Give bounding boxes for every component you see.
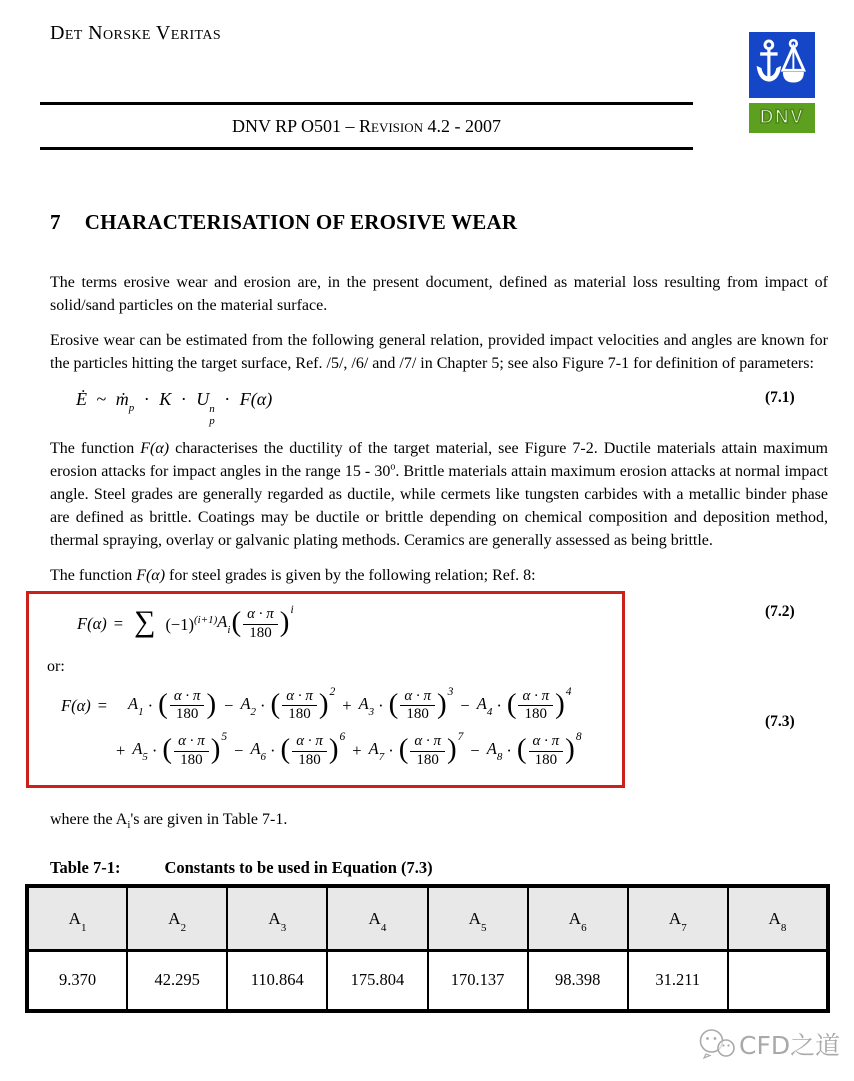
equation-7-3-line1 [61, 685, 606, 724]
open-paren: ( [231, 606, 242, 639]
anchor-scales-icon [754, 37, 810, 93]
table-header-A8: $A_8$ [728, 886, 828, 951]
table-value-A5: 170.137 [428, 950, 528, 1011]
f-alpha-inline: F(α) [136, 567, 166, 585]
fraction: $\frac{\alpha \cdot \pi}{180}$ [400, 688, 435, 724]
paragraph-where: where the $A_i's$ are given in Table 7-1. [50, 810, 288, 831]
table-value-A6: 98.398 [528, 950, 628, 1011]
fraction: $\frac{\alpha \cdot \pi}{180}$ [174, 733, 209, 769]
fraction: $\frac{\alpha \cdot \pi}{180}$ [518, 688, 553, 724]
dot-operator: · [180, 389, 187, 410]
equation-term-8: − $A_8$ · ( $\frac{\alpha \cdot \pi}{180}$ ) 8 [470, 731, 582, 768]
equation-box-section [47, 591, 828, 788]
dot-operator: · [224, 389, 231, 410]
fraction: $\frac{\alpha \cdot \pi}{180}$ [282, 688, 317, 724]
table-value-A7: 31.211 [628, 950, 728, 1011]
m-subscript: p [128, 402, 135, 415]
section-number: 7 [50, 210, 61, 234]
equation-7-1-row [50, 383, 828, 428]
F-alpha-lhs: F(α) [61, 695, 91, 715]
paragraph-steel-relation: The function F(α) for steel grades is given by the following relation; Ref. 8: [50, 567, 536, 585]
equation-7-1 [76, 389, 272, 427]
highlight-red-box [26, 591, 625, 788]
sum-symbol: ∑ [134, 605, 156, 639]
close-paren: ) [279, 606, 290, 639]
A-i-coefficient: $A_i$ [217, 612, 231, 637]
fraction: $\frac{\alpha \cdot \pi}{180}$ [170, 688, 205, 724]
table-header-A6: $A_6$ [528, 886, 628, 951]
section-title: CHARACTERISATION OF EROSIVE WEAR [84, 210, 518, 234]
constants-table [25, 884, 830, 1013]
fraction: $\frac{\alpha \cdot \pi}{180}$ [529, 733, 564, 769]
U-symbol: U [196, 389, 210, 410]
dnv-logo [749, 32, 815, 133]
degree-superscript: o [390, 461, 396, 473]
equation-7-2 [77, 606, 606, 642]
equation-term-4: − $A_4$ · ( $\frac{\alpha \cdot \pi}{180}$ ) 4 [460, 685, 572, 723]
paragraph-ductility: The function F(α) characterises the ductility of the target material, see Figure 7-2. Ductile materials attain maximum erosion attacks for impact angles in the range 15 - 30$^o$. Brittle materials attain maximum erosion attacks at normal impact angle. Steel grades are generally regarded as ductile, while cermets like tungsten carbides with a metallic binder phase are defined as brittle. Coatings may be ductile or brittle depending on chemical composition and deposition method, thermal spraying, overlay or galvanic plating methods. Ceramics are generally assessed as being brittle. [50, 440, 828, 550]
F-alpha-symbol: F(α) [239, 389, 273, 410]
equation-7-3-label: (7.3) [765, 713, 795, 731]
K-symbol: K [159, 389, 172, 410]
page-content [47, 196, 828, 1013]
table-header-A5: $A_5$ [428, 886, 528, 951]
equals-sign: = [97, 695, 108, 715]
section-heading [50, 210, 828, 235]
document-header-band [40, 102, 693, 150]
fraction: $\frac{\alpha \cdot \pi}{180}$ [410, 733, 445, 769]
f-alpha-inline: F(α) [140, 440, 170, 458]
exponent-i: i [290, 604, 294, 617]
company-name: Det Norske Veritas [50, 22, 222, 44]
dot-operator: · [143, 389, 150, 410]
table-caption [50, 858, 828, 878]
table-value-A4: 175.804 [327, 950, 427, 1011]
fraction: $\frac{\alpha \cdot \pi}{180}$ [243, 606, 278, 642]
table-header-row [27, 886, 828, 951]
i-subscript: i [127, 819, 131, 831]
table-value-row [27, 950, 828, 1011]
fraction: $\frac{\alpha \cdot \pi}{180}$ [292, 733, 327, 769]
table-header-A2: $A_2$ [127, 886, 227, 951]
equation-7-3-line2 [109, 733, 606, 769]
m-dot-symbol: ṁ [115, 389, 129, 410]
equation-term-2: − $A_2$ · ( $\frac{\alpha \cdot \pi}{180}$ ) 2 [224, 685, 336, 723]
tilde-operator: ~ [96, 389, 107, 410]
equals-sign: = [113, 614, 124, 634]
equation-term-6: − $A_6$ · ( $\frac{\alpha \cdot \pi}{180}$ ) 6 [234, 731, 346, 768]
equation-term-3: + $A_3$ · ( $\frac{\alpha \cdot \pi}{180}$ ) 3 [342, 685, 454, 723]
table-header-A4: $A_4$ [327, 886, 427, 951]
F-alpha-lhs: F(α) [77, 614, 107, 634]
U-sup-sub: n p [209, 403, 215, 428]
table-caption-label: Table 7-1: [50, 857, 121, 877]
E-dot-symbol: Ė [76, 389, 87, 410]
equation-term-7: + $A_7$ · ( $\frac{\alpha \cdot \pi}{180}$ ) 7 [352, 731, 464, 768]
equation-7-2-label: (7.2) [765, 603, 795, 621]
dnv-emblem [749, 32, 815, 98]
header-rule-bottom [40, 147, 693, 150]
table-caption-text: Constants to be used in Equation (7.3) [164, 857, 433, 877]
dnv-wordmark: DNV [749, 103, 815, 133]
watermark-text: CFD之道 [739, 1031, 841, 1060]
minus-one-power: $(-1)^{(i+1)}$ [165, 613, 218, 634]
table-value-A1: 9.370 [27, 950, 127, 1011]
paragraph-definition: The terms erosive wear and erosion are, in the present document, defined as material loss resulting from impact of solid/sand particles on the material surface. [50, 274, 828, 315]
table-header-A7: $A_7$ [628, 886, 728, 951]
wechat-icon [698, 1028, 736, 1060]
equation-7-1-label: (7.1) [765, 389, 795, 407]
equation-term-1: $A_1$ · ( $\frac{\alpha \cdot \pi}{180}$ ) [128, 687, 217, 723]
table-value-A3: 110.864 [227, 950, 327, 1011]
equation-term-5: + $A_5$ · ( $\frac{\alpha \cdot \pi}{180}$ ) 5 [116, 731, 228, 768]
table-header-A1: $A_1$ [27, 886, 127, 951]
table-header-A3: $A_3$ [227, 886, 327, 951]
paragraph-general-relation: Erosive wear can be estimated from the following general relation, provided impact velocities and angles are known for the particles hitting the target surface, Ref. /5/, /6/ and /7/ in Chapter 5; see also Figure 7-1 for definition of parameters: [50, 332, 828, 373]
or-label: or: [47, 657, 65, 675]
document-title: DNV RP O501 – Revision 4.2 - 2007 [231, 116, 501, 136]
table-value-A2: 42.295 [127, 950, 227, 1011]
table-value-A8 [728, 950, 828, 1011]
cfd-watermark [698, 1026, 840, 1062]
